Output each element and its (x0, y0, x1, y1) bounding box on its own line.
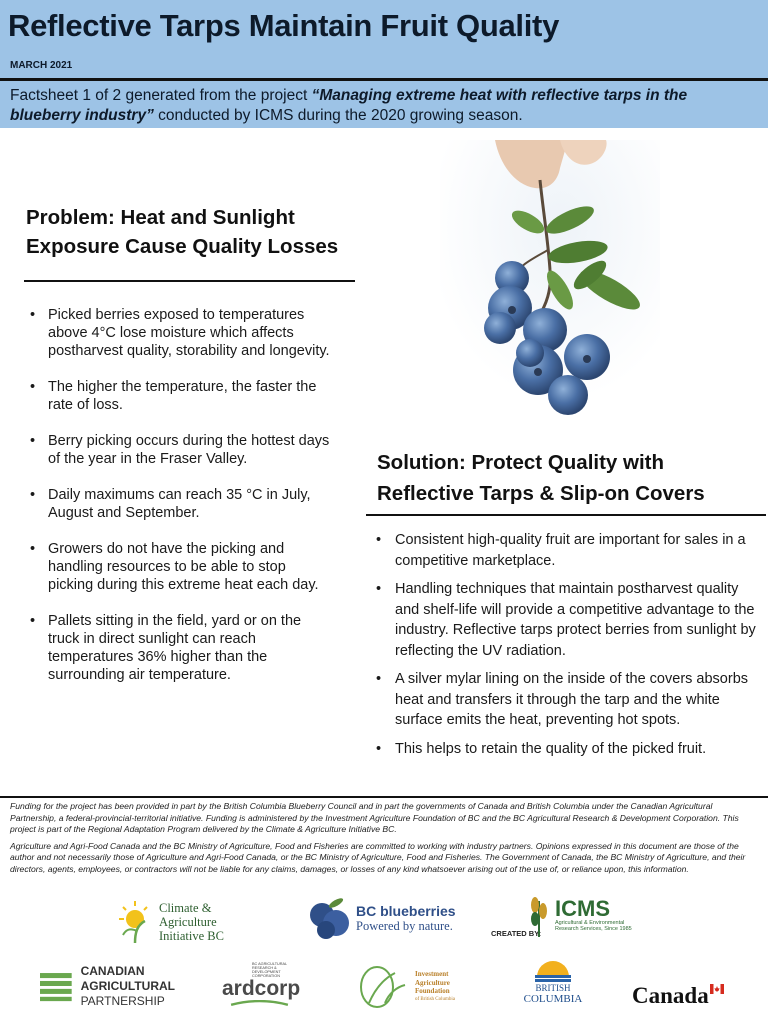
berry-crown (508, 306, 516, 314)
list-item: • Growers do not have the picking and handling resources to be able to stop picking during this extreme heat each day. (30, 540, 330, 594)
problem-bullet-list (30, 306, 330, 702)
list-item: • A silver mylar lining on the inside of the covers absorbs heat and transfers it through the tarp and the white surface emits the heat, preventing hot spots. (376, 669, 756, 731)
list-item: • Handling techniques that maintain postharvest quality and shelf-life will provide a competitive advantage to the industry. Reflective tarps protect berries from sunlight by reflecting the UV radiation. (376, 579, 756, 661)
icms-logo[interactable] (525, 890, 645, 940)
subtitle-suffix: conducted by ICMS during the 2020 growing season. (153, 107, 523, 124)
list-item: • Pallets sitting in the field, yard or on the truck in direct sunlight can reach temperatures 36% higher than the surrounding air temperature. (30, 612, 330, 684)
list-item: • This helps to retain the quality of the picked fruit. (376, 739, 756, 760)
canada-wordmark-logo[interactable] (632, 982, 732, 1010)
solution-bullet-list (376, 530, 756, 767)
iaf-leaf-icon (355, 965, 411, 1009)
berry-crown (534, 368, 542, 376)
ardcorp-name: ardcorp (222, 977, 301, 1000)
list-item: • Picked berries exposed to temperatures above 4°C lose moisture which affects postharvest quality, storability and longevity. (30, 306, 330, 360)
british-columbia-logo[interactable] (522, 957, 584, 1013)
icms-name: ICMS (555, 896, 610, 921)
list-item: • The higher the temperature, the faster the rate of loss. (30, 378, 330, 414)
bc-blueberries-name: BC blueberries (356, 902, 456, 919)
iaf-line1: Investment (415, 970, 449, 978)
investment-agriculture-foundation-logo[interactable] (355, 964, 485, 1010)
footer-divider (0, 796, 768, 798)
climate-logo-line3: Initiative BC (159, 929, 224, 943)
berry-crown (583, 355, 591, 363)
solution-heading: Solution: Protect Quality with Reflective Tarps & Slip-on Covers (377, 451, 705, 505)
stripes-icon (40, 964, 75, 1008)
problem-heading: Problem: Heat and Sunlight Exposure Cause Quality Losses (26, 206, 339, 258)
climate-agriculture-logo[interactable] (115, 896, 245, 948)
header-banner (0, 0, 768, 78)
blueberry (516, 339, 544, 367)
subtitle-prefix: Factsheet 1 of 2 generated from the project (10, 87, 312, 104)
list-item: • Consistent high-quality fruit are important for sales in a competitive marketplace. (376, 530, 756, 571)
ardcorp-logo[interactable] (222, 962, 302, 1008)
canada-name: Canada (632, 983, 709, 1008)
created-by-label: CREATED BY: (491, 929, 542, 938)
page-title: Reflective Tarps Maintain Fruit Quality (8, 8, 560, 43)
ardcorp-small-line2: DEVELOPMENT CORPORATION (252, 970, 281, 978)
iaf-line2: Agriculture (415, 978, 450, 987)
problem-divider (24, 280, 355, 282)
bc-sun-icon (533, 957, 573, 983)
blueberry-cluster-photo (440, 140, 660, 430)
footer-text (10, 801, 760, 880)
blueberry-icon (306, 895, 352, 941)
blueberry (548, 375, 588, 415)
icms-tagline-2: Research Services, Since 1985 (555, 926, 632, 932)
disclaimer-statement: Agriculture and Agri-Food Canada and the BC Ministry of Agriculture, Food and Fisheries are committed to working with industry partners. Opinions expressed in this document are those of the author and not necessarily those of Agriculture and Agri-Food Canada, or the BC Ministry of Agriculture, Food and Fisheries. The Government of Canada, the BC Ministry of Agriculture, and their directors, agents, employees, or contractors will not be liable for any claims, damages, or losses of any kind whatsoever arising out of the use of, or reliance upon, this information. (10, 840, 746, 874)
iaf-line4: of British Columbia (415, 996, 455, 1002)
bc-blueberries-tagline: Powered by nature. (356, 918, 453, 933)
subtitle-project-name: “Managing extreme heat with reflective tarps in the blueberry industry” (10, 87, 688, 124)
list-item: • Daily maximums can reach 35 °C in July, August and September. (30, 486, 330, 522)
publication-date: MARCH 2021 (10, 60, 73, 71)
wheat-icon (525, 891, 553, 939)
sun-sprout-icon (115, 899, 157, 945)
list-item: • Berry picking occurs during the hottest days of the year in the Fraser Valley. (30, 432, 330, 468)
factsheet-subtitle (0, 81, 768, 128)
ardcorp-small-line1: BC AGRICULTURAL RESEARCH & (252, 962, 288, 970)
bc-line1: BRITISH (535, 983, 571, 993)
funding-statement: Funding for the project has been provided in part by the British Columbia Blueberry Council and in part the governments of Canada and British Columbia under the Canadian Agricultural Partnership, a federal-provincial-territorial initiative. Funding is administered by the Investment Agriculture Foundation of BC and the BC Agricultural Research & Development Corporation. This project is part of the Regional Adaptation Program delivered by the Climate & Agriculture Initiative BC. (10, 801, 739, 834)
cap-line2: AGRICULTURAL (80, 978, 175, 993)
swoosh-icon (222, 1000, 297, 1008)
cap-line1: CANADIAN (80, 963, 145, 978)
iaf-line3: Foundation (415, 987, 450, 995)
climate-logo-line1: Climate & (159, 901, 212, 915)
solution-divider (366, 514, 766, 516)
climate-logo-line2: Agriculture (159, 915, 217, 929)
cap-line3: PARTNERSHIP (80, 993, 165, 1008)
canadian-agricultural-partnership-logo[interactable] (40, 960, 175, 1012)
blueberry (484, 312, 516, 344)
flag-icon (710, 984, 724, 994)
icms-tagline-1: Agricultural & Environmental (555, 920, 625, 926)
bc-line2: COLUMBIA (523, 993, 583, 1005)
bc-blueberries-logo[interactable] (306, 893, 471, 943)
